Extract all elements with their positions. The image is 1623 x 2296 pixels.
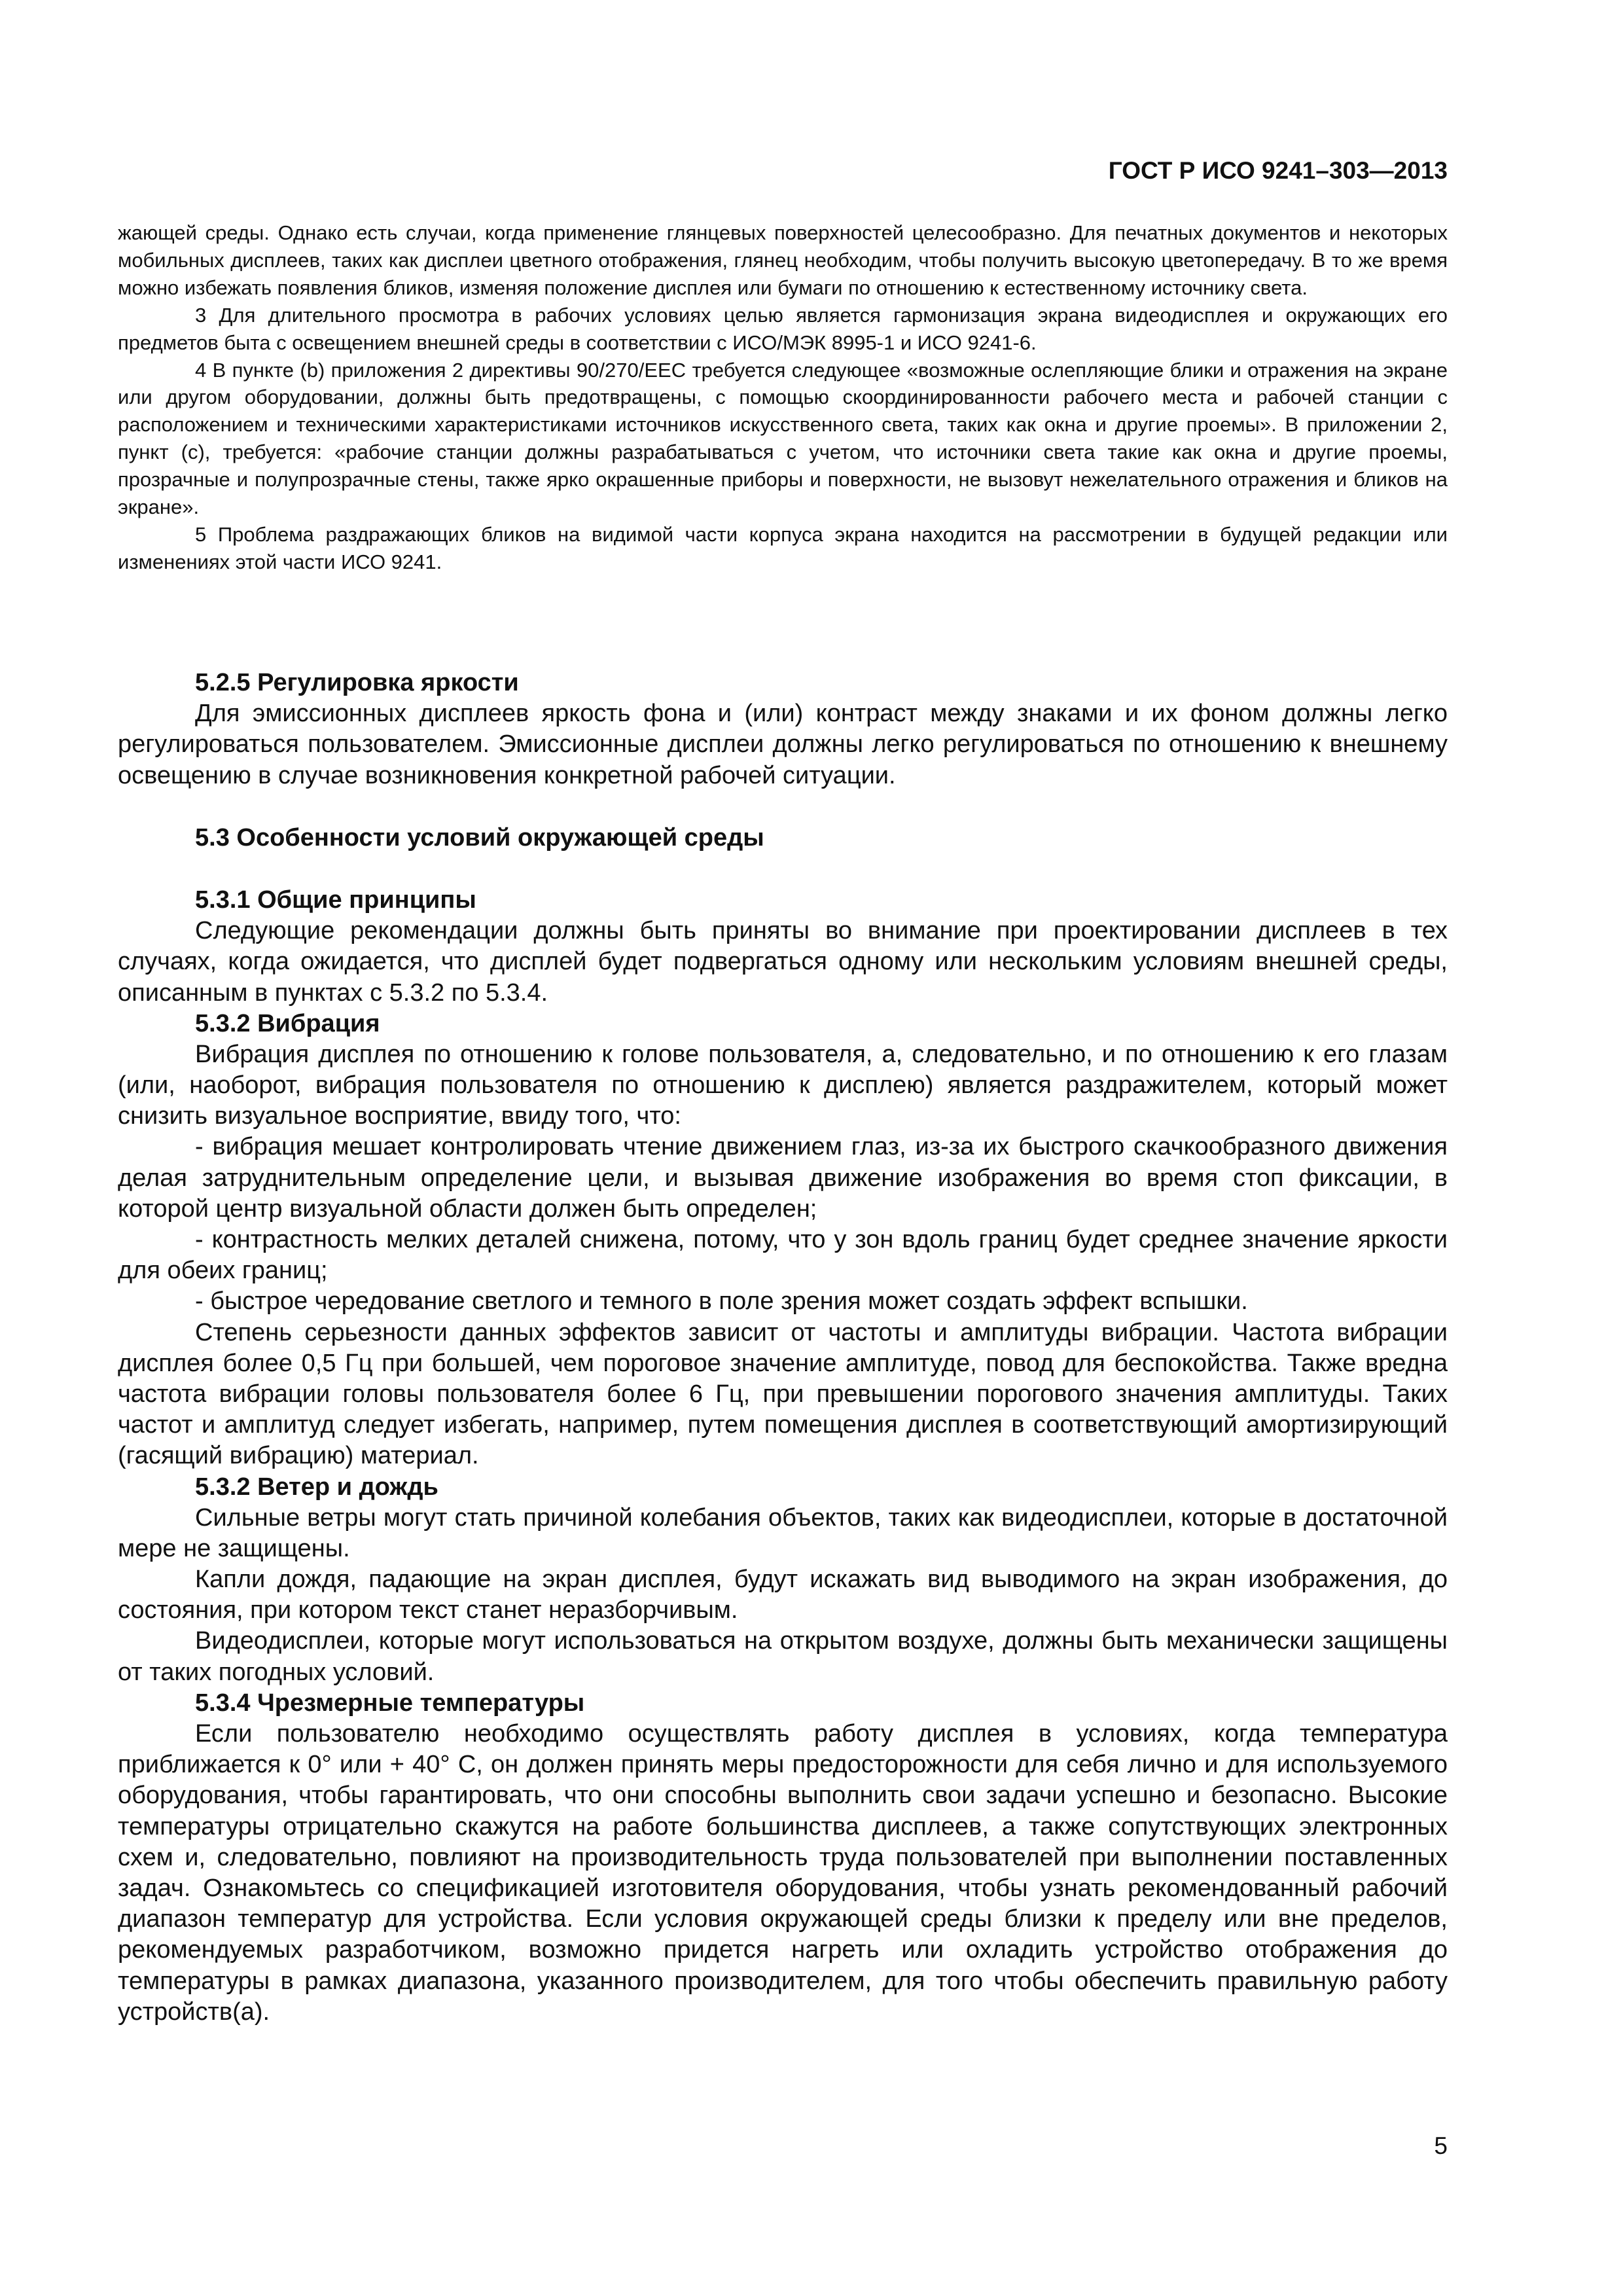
section-wind-rain-paragraph-2: Капли дождя, падающие на экран дисплея, будут искажать вид выводимого на экран изображения, до состояния, при котором текст станет неразборчивым. [118, 1566, 1448, 1624]
main-text [118, 668, 1448, 2028]
section-5-3-2-list-item-1: - вибрация мешает контролировать чтение движением глаз, из-за их быстрого скачкообразного движения делая затруднительным определение цели, и вызывая движение изображения во время стоп фиксации, в которой центр визуальной области должен быть определен; [118, 1133, 1448, 1223]
section-5-3-2-title: 5.3.2 Вибрация [195, 1009, 380, 1037]
section-5-3-title: 5.3 Особенности условий окружающей среды [195, 823, 764, 852]
note-3: 3 Для длительного просмотра в рабочих условиях целью является гармонизация экрана видеодисплея и окружающих его предметов быта с освещением внешней среды в соответствии с ИСО/МЭК 8995-1 и ИСО 9241-6. [118, 303, 1448, 354]
section-5-2-5-title: 5.2.5 Регулировка яркости [195, 669, 519, 696]
section-wind-rain-paragraph-3: Видеодисплеи, которые могут использоваться на открытом воздухе, должны быть механически защищены от таких погодных условий. [118, 1627, 1448, 1686]
section-5-3-2-paragraph-2: Степень серьезности данных эффектов зависит от частоты и амплитуды вибрации. Частота вибрации дисплея более 0,5 Гц при большей, чем пороговое значение амплитуде, повод для беспокойства. Также вредна частота вибрации головы пользователя более 6 Гц, при превышении порогового значения амплитуды. Таких частот и амплитуд следует избегать, например, путем помещения дисплея в соответствующий амортизирующий (гасящий вибрацию) материал. [118, 1318, 1448, 1470]
section-5-3-2-list-item-3: - быстрое чередование светлого и темного в поле зрения может создать эффект вспышки. [195, 1287, 1248, 1316]
note-4: 4 В пункте (b) приложения 2 директивы 90/270/ЕЕС требуется следующее «возможные ослепляющие блики и отражения на экране или другом оборудовании, должны быть предотвращены, с помощью скоординированности рабочего места и рабочей станции с расположением и техническими характеристиками источников искусственного света, таких как окна и другие проемы». В приложении 2, пункт (с), требуется: «рабочие станции должны разрабатываться с учетом, что источники света такие как окна и другие проемы, прозрачные и полупрозрачные стены, также ярко окрашенные приборы и поверхности, не вызовут нежелательного отражения и бликов на экране». [118, 358, 1448, 519]
section-5-2-5-paragraph: Для эмиссионных дисплеев яркость фона и (или) контраст между знаками и их фоном должны легко регулироваться пользователем. Эмиссионные дисплеи должны легко регулироваться по отношению к внешнему освещению в случае возникновения конкретной рабочей ситуации. [118, 700, 1448, 789]
section-5-3-4-paragraph: Если пользователю необходимо осуществлять работу дисплея в условиях, когда температура приближается к 0° или + 40° С, он должен принять меры предосторожности для себя лично и для используемого оборудования, чтобы гарантировать, что они способны выполнить свои задачи успешно и безопасно. Высокие температуры отрицательно скажутся на работе большинства дисплеев, а также сопутствующих электронных схем и, следовательно, повлияют на производительность труда пользователей при выполнении поставленных задач. Ознакомьтесь со спецификацией изготовителя оборудования, чтобы узнать рекомендованный рабочий диапазон температур для устройства. Если условия окружающей среды близки к пределу или вне пределов, рекомендуемых разработчиком, возможно придется нагреть или охладить устройство отображения до температуры в рамках диапазона, указанного производителем, для того чтобы обеспечить правильную работу устройств(а). [118, 1720, 1448, 2026]
section-5-3-4-title: 5.3.4 Чрезмерные температуры [195, 1689, 585, 1717]
section-5-3-2-paragraph-1: Вибрация дисплея по отношению к голове пользователя, а, следовательно, и по отношению к его глазам (или, наоборот, вибрация пользователя по отношению к дисплею) является раздражителем, который может снизить визуальное восприятие, ввиду того, что: [118, 1040, 1448, 1130]
document-header: ГОСТ Р ИСО 9241–303—2013 [1108, 157, 1448, 184]
section-5-3-2-list-item-2: - контрастность мелких деталей снижена, потому, что у зон вдоль границ будет среднее значение яркости для обеих границ; [118, 1226, 1448, 1285]
note-continuation: жающей среды. Однако есть случаи, когда применение глянцевых поверхностей целесообразно. Для печатных документов и некоторых мобильных дисплеев, таких как дисплеи цветного отображения, глянец необходим, чтобы получить высокую цветопередачу. В то же время можно избежать появления бликов, изменяя положение дисплея или бумаги по отношению к естественному источнику света. [118, 221, 1448, 299]
notes-block [118, 219, 1448, 576]
section-5-3-1-paragraph: Следующие рекомендации должны быть приняты во внимание при проектировании дисплеев в тех случаях, когда ожидается, что дисплей будет подвергаться одному или нескольким условиям внешней среды, описанным в пунктах с 5.3.2 по 5.3.4. [118, 917, 1448, 1007]
section-wind-rain-title: 5.3.2 Ветер и дождь [195, 1473, 438, 1501]
section-5-3-1-title: 5.3.1 Общие принципы [195, 886, 476, 914]
section-wind-rain-paragraph-1: Сильные ветры могут стать причиной колебания объектов, таких как видеодисплеи, которые в достаточной мере не защищены. [118, 1503, 1448, 1562]
page-number: 5 [1434, 2132, 1448, 2159]
note-5: 5 Проблема раздражающих бликов на видимой части корпуса экрана находится на рассмотрении в будущей редакции или изменениях этой части ИСО 9241. [118, 522, 1448, 573]
